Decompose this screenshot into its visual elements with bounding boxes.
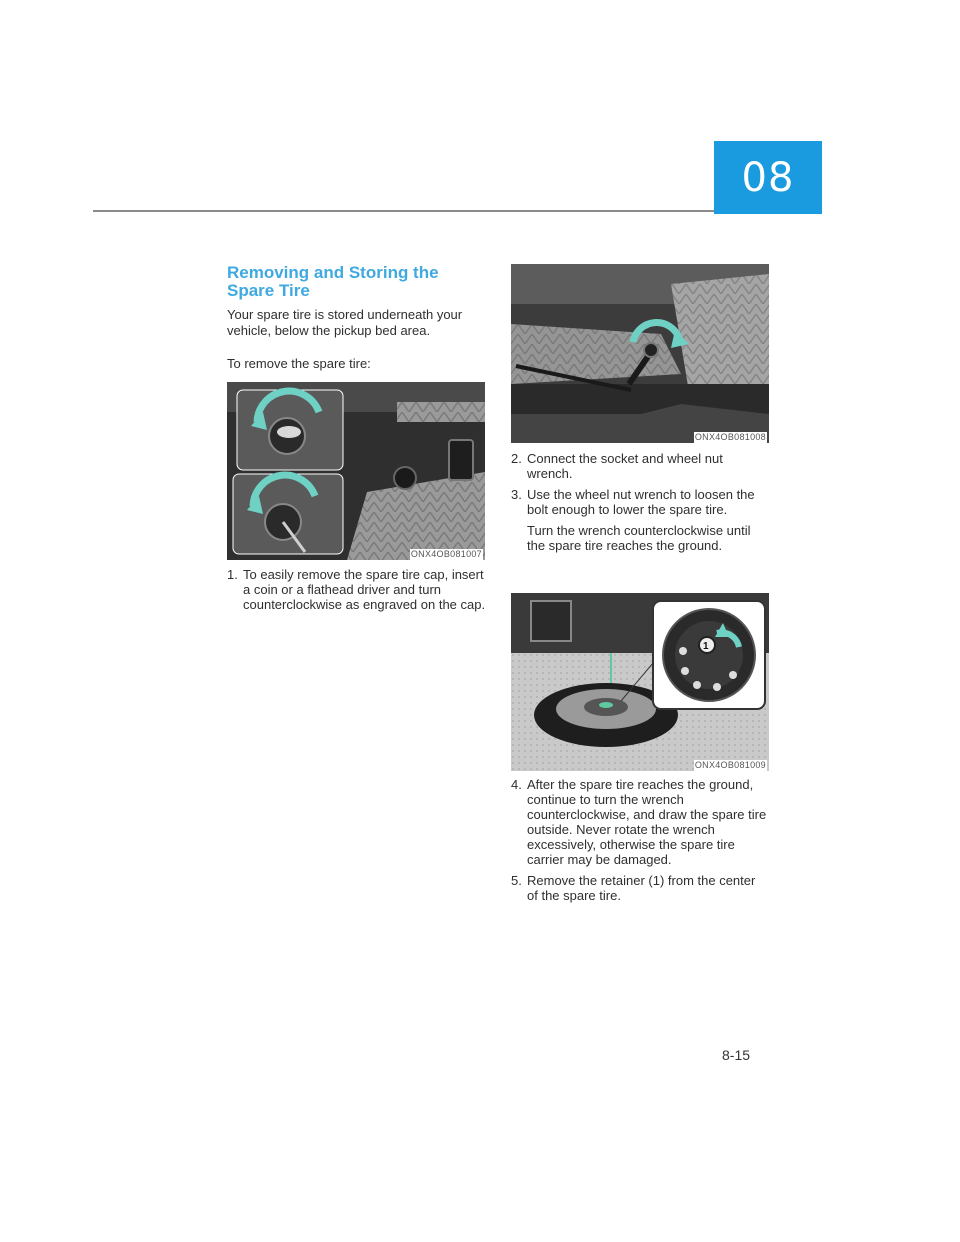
step-number: 2. xyxy=(511,451,522,466)
figure-code: ONX4OB081009 xyxy=(694,760,766,770)
steps-list-2 xyxy=(511,451,769,559)
intro-paragraph: Your spare tire is stored underneath your vehicle, below the pickup bed area. xyxy=(227,307,463,338)
intro-instruction: To remove the spare tire: xyxy=(227,356,371,371)
figure-code: ONX4OB081008 xyxy=(694,432,766,442)
chapter-tab xyxy=(714,141,822,214)
retainer-callout: 1 xyxy=(703,641,709,652)
figure-spare-tire-lowered xyxy=(511,593,769,771)
spare-tire-lowered-illustration xyxy=(511,593,769,771)
step-number: 1. xyxy=(227,567,238,582)
step-number: 3. xyxy=(511,487,522,502)
steps-list-3 xyxy=(511,777,769,909)
wrench-connect-illustration xyxy=(511,264,769,443)
header-rule xyxy=(93,210,714,212)
page-number: 8-15 xyxy=(722,1047,751,1063)
step-text: To easily remove the spare tire cap, insert a coin or a flathead driver and turn counterclockwise as engraved on the cap. xyxy=(243,567,486,612)
section-title: Removing and Storing the Spare Tire xyxy=(227,263,439,300)
spare-tire-cap-illustration xyxy=(227,382,485,560)
figure-code: ONX4OB081007 xyxy=(410,549,482,559)
figure-spare-tire-cap xyxy=(227,382,485,560)
step-item xyxy=(511,777,769,867)
step-item xyxy=(227,567,489,612)
step-item xyxy=(511,873,769,903)
step-text: Connect the socket and wheel nut wrench. xyxy=(527,451,723,481)
step-subtext: Turn the wrench counterclockwise until the spare tire reaches the ground. xyxy=(527,523,751,553)
steps-list-1 xyxy=(227,567,489,618)
step-number: 4. xyxy=(511,777,522,792)
step-text: Remove the retainer (1) from the center of the spare tire. xyxy=(527,873,756,903)
step-item xyxy=(511,451,769,481)
chapter-number: 08 xyxy=(741,154,795,201)
figure-wrench-connect xyxy=(511,264,769,443)
step-text: Use the wheel nut wrench to loosen the bolt enough to lower the spare tire. xyxy=(527,487,755,517)
step-number: 5. xyxy=(511,873,522,888)
step-item xyxy=(511,487,769,553)
step-text: After the spare tire reaches the ground, continue to turn the wrench counterclockwise, and draw the spare tire outside. Never rotate the wrench excessively, otherwise the spare tire carrier may be damaged. xyxy=(527,777,767,867)
